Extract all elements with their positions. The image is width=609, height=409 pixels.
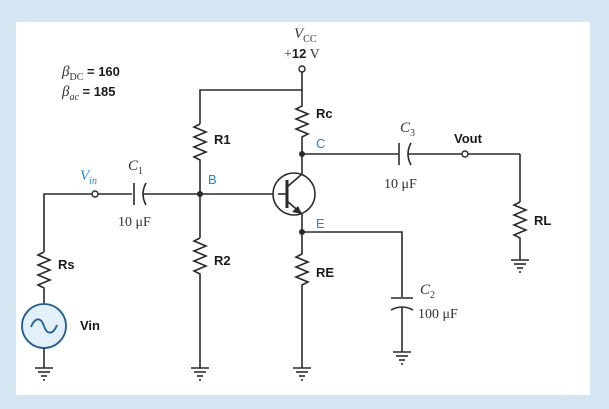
schematic-panel: [16, 22, 590, 395]
vout-terminal: [462, 151, 468, 157]
rl-label: RL: [534, 213, 552, 228]
vcc-label: $V_{CC}$: [294, 26, 317, 45]
r1-label: R1: [214, 132, 231, 147]
c1-value: 10 μF: [118, 215, 151, 230]
vin-source-label: Vin: [80, 318, 100, 333]
base-label: B: [208, 172, 217, 187]
r2-label: R2: [214, 253, 231, 268]
rc-label: Rc: [316, 106, 333, 121]
re-label: RE: [316, 265, 335, 280]
rs-resistor: [38, 252, 50, 304]
vcc-value: +12 V: [284, 46, 320, 62]
vin-node-label: $V_{in}$: [80, 168, 97, 187]
collector-label: C: [316, 136, 326, 151]
c2-label: $C_2$: [420, 282, 436, 301]
c1-label: $C_1$: [128, 158, 144, 177]
emitter-label: E: [316, 216, 325, 231]
vcc-terminal: [299, 66, 305, 72]
vin-terminal: [92, 191, 98, 197]
c3-label: $C_3$: [400, 120, 416, 139]
rc-resistor: [296, 92, 308, 156]
re-resistor: [296, 232, 308, 368]
ground-r2: [191, 368, 209, 380]
npn-transistor: [273, 154, 315, 234]
vout-label: Vout: [454, 131, 482, 146]
beta-dc-label: $\beta_{DC}$ $^{= 160}$: [62, 64, 120, 83]
circuit-diagram: [16, 22, 590, 395]
c2-value: 100 μF: [418, 307, 458, 322]
rs-label: Rs: [58, 257, 75, 272]
ground-re: [293, 368, 311, 380]
ground-c2: [393, 352, 411, 364]
beta-ac-label: $\beta_{ac}$ $^{= 185}$: [62, 84, 116, 103]
ground-rl: [511, 260, 529, 272]
ground-source: [35, 368, 53, 380]
r1-resistor: [194, 124, 206, 194]
r2-resistor: [194, 238, 206, 368]
c3-value: 10 μF: [384, 177, 417, 192]
ac-source: [22, 304, 66, 348]
rl-resistor: [514, 202, 526, 260]
